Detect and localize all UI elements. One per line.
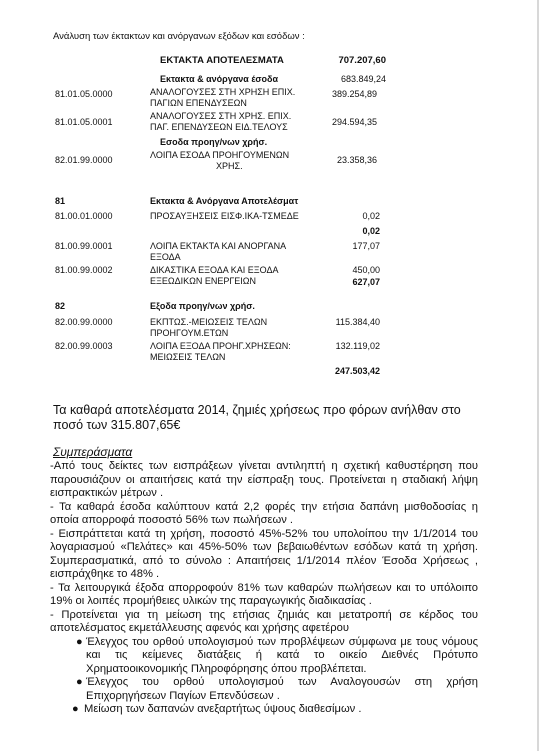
row-code: 82.00.99.0000 [55, 317, 113, 327]
bullet-item [50, 676, 478, 703]
conclusion-paragraph: - Τα καθαρά έσοδα καλύπτουν κατά 2,2 φορές την ετήσια δαπάνη μισθοδοσίας η οποία απορροφά ποσοστό 56% των πωλήσεων . [50, 500, 478, 526]
row-code: 81.00.99.0001 [55, 241, 113, 251]
row-desc-cont: ΧΡΗΣ. [216, 161, 243, 171]
bullet-item [50, 636, 478, 677]
conclusion-paragraph: - Προτείνεται για τη μείωση της ετήσιας ζημιάς και μετατροπή σε κέρδος του αποτελέσματος εκμετάλλευσης αφενός και χρήσης αφετέρου [50, 608, 478, 634]
subtotal-value: 0,02 [362, 226, 380, 236]
row-desc: ΑΝΑΛΟΓΟΥΣΕΣ ΣΤΗ ΧΡΗΣ. ΕΠΙΧ. [150, 111, 292, 121]
row-code: 81.00.01.0000 [55, 211, 113, 221]
bullet-icon: ● [76, 676, 83, 688]
prior-income-label: Εσοδα προηγ/νων χρήσ. [160, 137, 268, 147]
row-desc-cont: ΕΞΟΔΑ [150, 252, 181, 262]
summary-line: Τα καθαρά αποτελέσματα 2014, ζημιές χρήσεως προ φόρων ανήλθαν στο [53, 403, 461, 417]
total-label: ΕΚΤΑΚΤΑ ΑΠΟΤΕΛΕΣΜΑΤΑ [160, 55, 284, 66]
row-code: 82.00.99.0003 [55, 341, 113, 351]
bullet-text: Έλεγχος του ορθού υπολογισμού των Αναλογουσών στη χρήση Επιχορηγήσεων Παγίων Επενδύσεων . [86, 676, 478, 702]
row-desc: ΛΟΙΠΑ ΕΞΟΔΑ ΠΡΟΗΓ.ΧΡΗΣΕΩΝ: [150, 341, 291, 351]
row-code: 81.01.05.0000 [55, 89, 113, 99]
section-total: 247.503,42 [334, 366, 380, 376]
row-value: 389.254,89 [331, 89, 377, 99]
bullet-icon: ● [72, 703, 79, 715]
row-desc-cont: ΠΑΓΙΩΝ ΕΠΕΝΔΥΣΕΩΝ [150, 98, 247, 108]
row-desc-cont: ΕΞΕΩΔΙΚΩΝ ΕΝΕΡΓΕΙΩΝ [150, 276, 257, 286]
section-code: 81 [55, 196, 66, 206]
row-value: 450,00 [352, 265, 380, 275]
row-desc: ΕΚΠΤΩΣ.-ΜΕΙΩΣΕΙΣ ΤΕΛΩΝ [150, 317, 268, 327]
row-code: 82.01.99.0000 [55, 155, 113, 165]
section-code: 82 [55, 301, 66, 311]
row-desc-cont: ΠΑΓ. ΕΠΕΝΔΥΣΕΩΝ ΕΙΔ.ΤΕΛΟΥΣ [150, 122, 288, 132]
row-desc: ΛΟΙΠΑ ΕΚΤΑΚΤΑ ΚΑΙ ΑΝΟΡΓΑΝΑ [150, 241, 287, 251]
section-label: Εκτακτα & Ανόργανα Αποτελέσματ [150, 196, 299, 206]
bullet-icon: ● [76, 635, 83, 648]
total-value: 707.207,60 [338, 55, 386, 66]
row-value: 294.594,35 [331, 117, 377, 127]
summary-line: ποσό των 315.807,65€ [53, 418, 181, 432]
income-label: Εκτακτα & ανόργανα έσοδα [160, 74, 279, 84]
row-desc: ΛΟΙΠΑ ΕΣΟΔΑ ΠΡΟΗΓΟΥΜΕΝΩΝ [150, 150, 290, 160]
conclusions-body [50, 460, 478, 717]
row-desc-cont: ΠΡΟΗΓΟΥΜ.ΕΤΩΝ [150, 328, 229, 338]
row-desc: ΠΡΟΣΑΥΞΗΣΕΙΣ ΕΙΣΦ.ΙΚΑ-ΤΣΜΕΔΕ [150, 211, 299, 221]
conclusion-paragraph: -Από τους δείκτες των εισπράξεων γίνεται αντιληπτή η σχετική καθυστέρηση που παρουσιάζουν οι απαιτήσεις κατά την είσπραξη τους. Προτείνεται η σταδιακή λήψη εισπρακτικών μέτρων . [50, 460, 478, 499]
bullet-text: Μείωση των δαπανών ανεξαρτήτως ύψους διαθεσίμων . [84, 703, 362, 715]
row-code: 81.01.05.0001 [55, 117, 113, 127]
row-value: 132.119,02 [335, 341, 380, 351]
conclusions-title: Συμπεράσματα [53, 445, 133, 459]
row-value: 23.358,36 [336, 155, 377, 165]
subtotal-value: 627,07 [352, 277, 380, 287]
conclusion-paragraph: - Τα λειτουργικά έξοδα απορροφούν 81% των καθαρών πωλήσεων και το υπόλοιπο 19% οι λοιπές προμήθειες υλικών της παραγωγικής διαδικασίας . [50, 581, 478, 607]
row-desc-cont: ΜΕΙΩΣΕΙΣ ΤΕΛΩΝ [150, 352, 226, 362]
row-value: 115.384,40 [335, 317, 380, 327]
bullet-item [50, 703, 478, 717]
row-value: 177,07 [352, 241, 380, 251]
analysis-heading: Ανάλυση των έκτακτων και ανόργανων εξόδων και εσόδων : [53, 31, 305, 42]
row-desc: ΑΝΑΛΟΓΟΥΣΕΣ ΣΤΗ ΧΡΗΣΗ ΕΠΙΧ. [150, 87, 296, 97]
row-code: 81.00.99.0002 [55, 265, 113, 275]
conclusion-paragraph: - Εισπράττεται κατά τη χρήση, ποσοστό 45%-52% του υπολοίπου την 1/1/2014 του λογαριασμού «Πελάτες» και 45%-50% των βεβαιωθέντων εσόδων κατά τη χρήση. Συμπερασματικά, από το σύνολο : Απαιτήσεις 1/1/2014 πλέον Έσοδα Χρήσεως , εισπράχθηκε το 48% . [50, 527, 478, 580]
section-label: Εξοδα προηγ/νων χρήσ. [150, 301, 255, 311]
bullet-text: Έλεγχος του ορθού υπολογισμού των προβλέψεων σύμφωνα με τους νόμους και τις κείμενες διατάξεις ή κατά το οικείο Διεθνές Πρότυπο Χρηματοοικονομικής Πληροφόρησης όπου προβλέπεται. [86, 635, 478, 675]
row-value: 0,02 [362, 211, 380, 221]
row-desc: ΔΙΚΑΣΤΙΚΑ ΕΞΟΔΑ ΚΑΙ ΕΞΟΔΑ [150, 265, 279, 275]
income-value: 683.849,24 [340, 74, 386, 84]
